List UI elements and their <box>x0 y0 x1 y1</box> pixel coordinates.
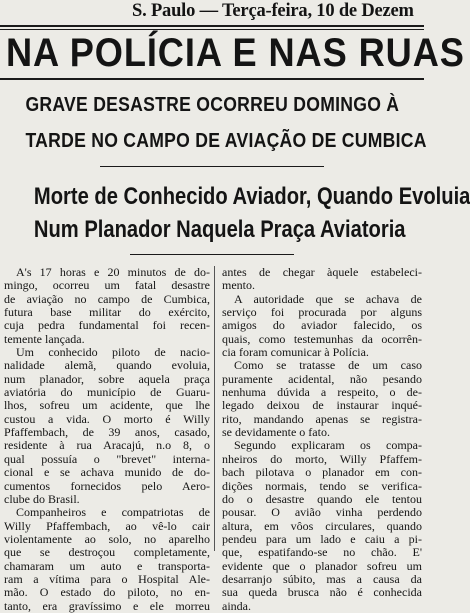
article-line: se devidamente o fato. <box>222 425 330 440</box>
article-line: que se destroçou completamente, <box>4 545 210 560</box>
article-line: pousar. O avião vinha perdendo <box>222 505 422 520</box>
headline-line-2: TARDE NO CAMPO DE AVIAÇÃO DE CUMBICA <box>25 130 427 152</box>
article-line: cuja pedra fundamental foi recen- <box>4 318 210 333</box>
headline-rule <box>100 166 324 167</box>
article-line: quais, como testemunhas da ocorrên- <box>222 331 422 346</box>
article-line: A's 17 horas e 20 minutos de do- <box>16 265 210 279</box>
article-line: clube do Brasil. <box>4 491 80 506</box>
article-line: futura base militar do exército, <box>4 305 210 320</box>
article-line: legado deixou de instaurar inqué- <box>222 398 422 413</box>
section-rule <box>0 78 424 80</box>
article-line: desarranjo súbito, mas a causa da <box>222 571 422 586</box>
article-line: bach pilotava o planador em con- <box>222 465 422 480</box>
article-line: puramente acidental, não pesando <box>222 371 422 386</box>
subheadline-line-2: Num Planador Naquela Praça Aviatoria <box>33 216 406 243</box>
article-line: aviatória do município de Guaru- <box>4 385 210 400</box>
dateline: S. Paulo — Terça-feira, 10 de Dezem <box>132 1 414 21</box>
subheadline-line-1: Morte de Conhecido Aviador, Quando Evoluia <box>33 183 470 210</box>
article-line: nalidade alemã, quando evoluia, <box>4 358 210 373</box>
article-line: pendeu para um lado e caiu a pi- <box>222 531 422 546</box>
article-line: qual possuía o "brevet" interna- <box>4 451 210 466</box>
article-line: dições normais, tendo se verifica- <box>222 478 422 493</box>
section-title: NA POLÍCIA E NAS RUAS <box>6 31 465 75</box>
article-line: de aviação no campo de Cumbica, <box>4 291 210 306</box>
article-line: Um conhecido piloto de nacio- <box>16 345 210 360</box>
article-line: ram a vítima para o Hospital Ale- <box>4 571 210 586</box>
article-line: num planador, sobre aquela praça <box>4 371 210 386</box>
article-line: que, espatifando-se no chão. E' <box>222 545 422 560</box>
article-line: Companheiros e compatriotas de <box>16 505 210 520</box>
article-line: do o desastre quando ele tentou <box>222 491 422 506</box>
article-line: tanto, era gravíssimo e ele morreu <box>4 598 210 613</box>
article-line: custou a vida. O morto é Willy <box>4 411 210 426</box>
article-line: cional e se achava munido de do- <box>4 465 210 480</box>
headline-line-1: GRAVE DESASTRE OCORREU DOMINGO À <box>25 94 400 116</box>
article-line: evidente que o planador sofreu um <box>222 558 422 573</box>
article-column-right <box>222 266 422 613</box>
column-divider <box>214 266 215 551</box>
article-line: cia foram comunicar à Polícia. <box>222 345 369 360</box>
article-line: antes de chegar àquele estabeleci- <box>222 265 422 279</box>
article-line: nenhuma dúvida a respeito, o de- <box>222 385 422 400</box>
top-rule-thin <box>0 29 424 30</box>
article-line: altura, em vôos circulares, quando <box>222 518 422 533</box>
article-line: mingo, ocorreu um fatal desastre <box>4 278 210 293</box>
article-column-left <box>4 266 210 613</box>
article-line: chamaram um auto e transporta- <box>4 558 210 573</box>
article-line: Pfaffembach, de 39 anos, casado, <box>4 425 210 440</box>
article-line: ainda. <box>222 598 251 613</box>
article-line: mento. <box>222 278 255 293</box>
article-line: sua queda brusca não é conhecida <box>222 585 422 600</box>
article-line: violentamente ao solo, no aparelho <box>4 531 210 546</box>
article-line: rito, mandando apenas se registra- <box>222 411 422 426</box>
article-line: residente à rua Aracajú, n.o 8, o <box>4 438 210 453</box>
article-line: lhos, sofreu um acidente, que lhe <box>4 398 210 413</box>
article-line: serviço foi procurada por alguns <box>222 305 422 320</box>
subheadline-rule <box>130 254 294 255</box>
article-line: temente lançada. <box>4 331 85 346</box>
article-line: Segundo explicaram os compa- <box>234 438 422 453</box>
article-line: Como se tratasse de um caso <box>234 358 422 373</box>
article-line: amigos do aviador falecido, os <box>222 318 422 333</box>
article-line: mão. O estado do piloto, no en- <box>4 585 210 600</box>
article-line: nheiros do morto, Willy Pfaffem- <box>222 451 422 466</box>
article-line: Willy Pfaffembach, ao vê-lo cair <box>4 518 210 533</box>
article-line: cumentos fornecidos pelo Aero- <box>4 478 210 493</box>
article-line: A autoridade que se achava de <box>234 291 422 306</box>
top-rule <box>0 25 424 27</box>
